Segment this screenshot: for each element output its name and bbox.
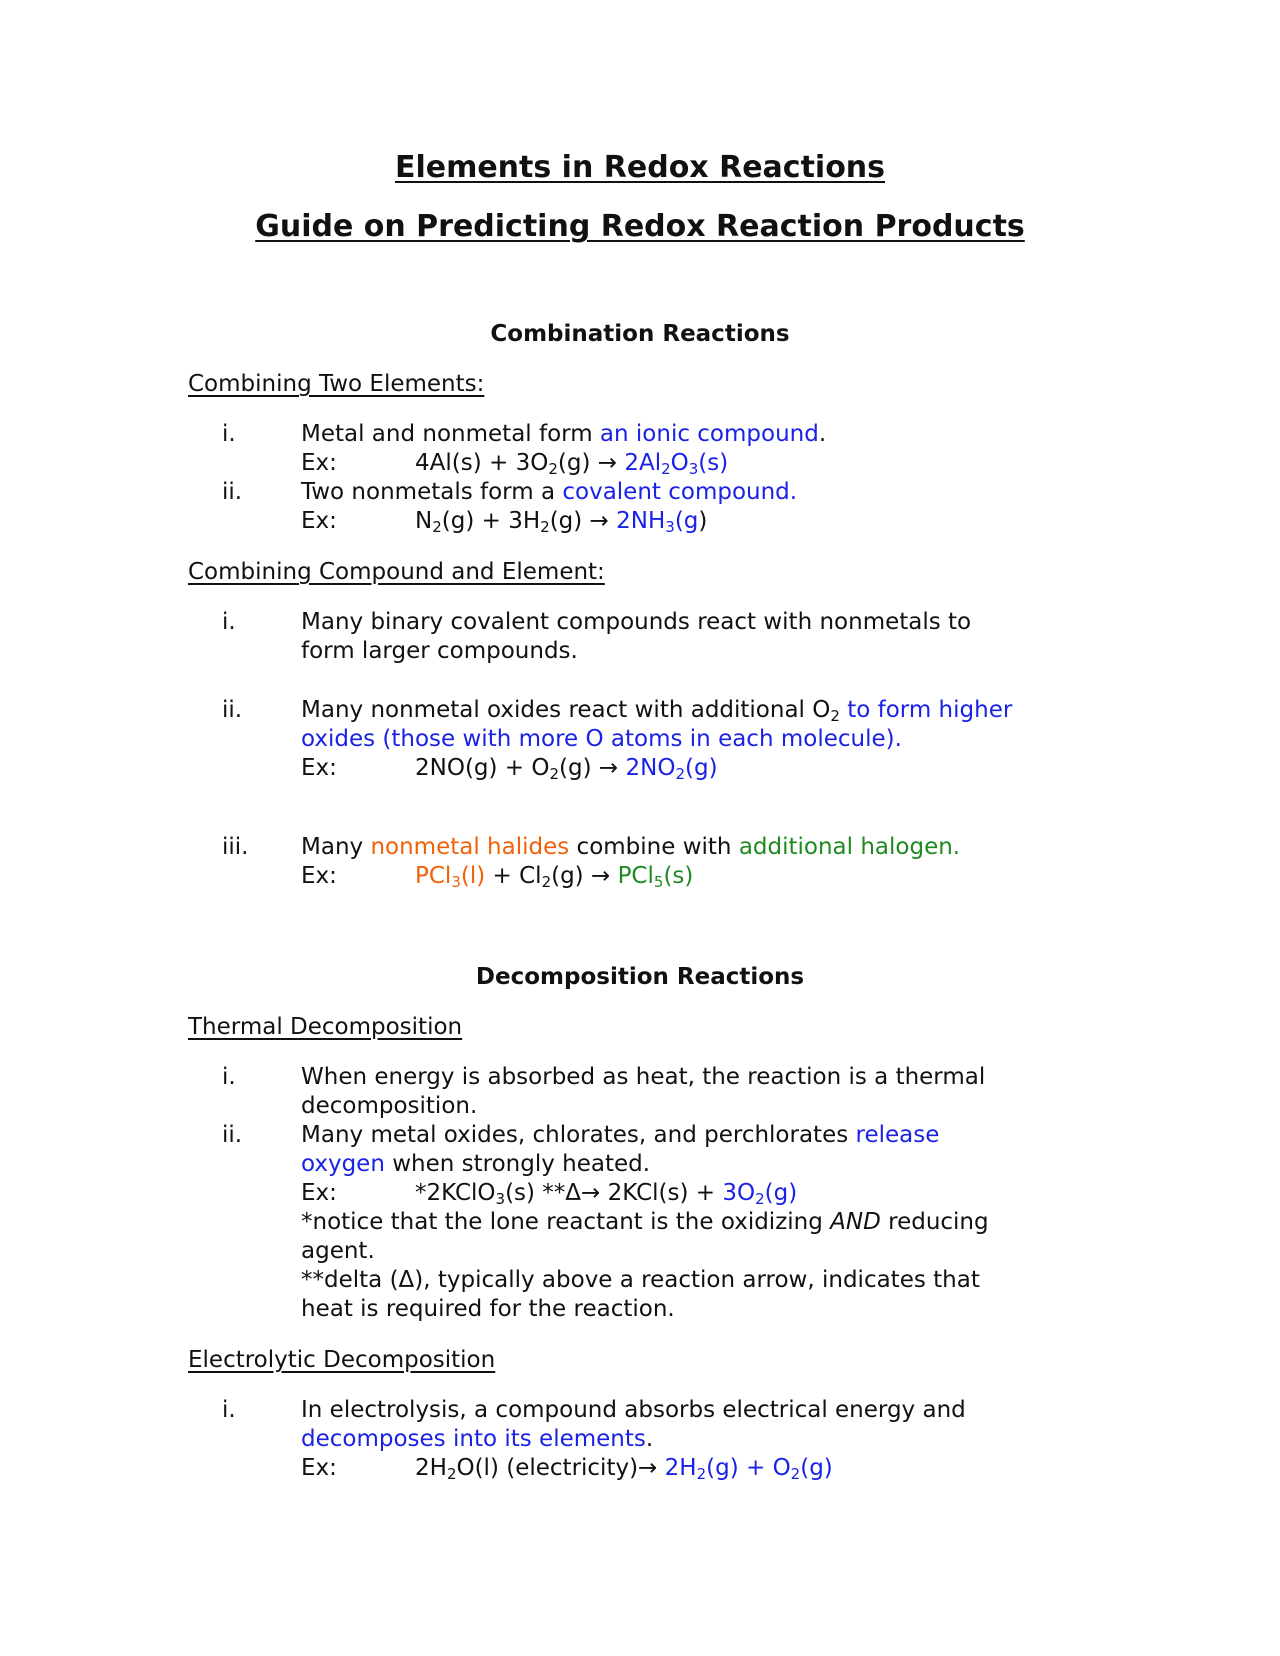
example-label: Ex: [301, 450, 337, 476]
document-subtitle: Guide on Predicting Redox Reaction Products [255, 209, 1025, 244]
example-equation: $4Al(s) + 3O_2(g) \to 2Al_2O_3(s)$ [415, 450, 729, 478]
equation-product: $2NH_3(g$ [616, 508, 699, 536]
list-number: ii. [222, 479, 243, 505]
list-number: i. [222, 421, 236, 447]
subheading-thermal: Thermal Decomposition [188, 1014, 463, 1040]
example-equation: $2NO(g) + O_2(g) \to 2NO_2(g)$ [415, 755, 718, 783]
list-item-text: oxides (those with more O atoms in each molecule). [301, 726, 902, 752]
note-text: *notice that the lone reactant is the oxidizing AND reducing [301, 1209, 989, 1235]
list-item-text: When energy is absorbed as heat, the reaction is a thermal [301, 1064, 986, 1090]
highlight-release-oxygen: release [855, 1122, 940, 1148]
example-equation: $N_2(g) + 3H_2(g) \to 2NH_3(g)$ [415, 508, 708, 536]
list-item-text: decomposes into its elements. [301, 1426, 654, 1452]
subheading-electrolytic: Electrolytic Decomposition [188, 1347, 496, 1373]
list-item-text: In electrolysis, a compound absorbs electrical energy and [301, 1397, 966, 1423]
section-heading-decomposition: Decomposition Reactions [475, 964, 805, 990]
equation-product: $2Al_2O_3(s)$ [624, 450, 729, 478]
example-label: Ex: [301, 755, 337, 781]
example-label: Ex: [301, 508, 337, 534]
subheading-compound-element: Combining Compound and Element: [188, 559, 605, 585]
example-label: Ex: [301, 1180, 337, 1206]
note-text: agent. [301, 1238, 375, 1264]
document-title: Elements in Redox Reactions [394, 150, 886, 185]
list-item-text: Two nonmetals form a covalent compound. [301, 479, 798, 505]
list-item-text: decomposition. [301, 1093, 478, 1119]
note-text: **delta (Δ), typically above a reaction arrow, indicates that [301, 1267, 980, 1293]
section-heading-combination: Combination Reactions [490, 321, 790, 347]
list-item-text: Many nonmetal halides combine with additional halogen. [301, 834, 961, 860]
highlight-covalent-compound: covalent compound. [562, 479, 798, 505]
example-equation: *2KClO$_3$(s) $**\Delta\to 2KCl(s) + 3O_2(g)$ [415, 1180, 798, 1208]
list-number: iii. [222, 834, 249, 860]
highlight-decomposes: decomposes into its elements [301, 1426, 646, 1452]
highlight-ionic-compound: an ionic compound [599, 421, 819, 447]
example-label: Ex: [301, 863, 337, 889]
list-item-text: Many binary covalent compounds react with nonmetals to [301, 609, 972, 635]
equation-product: PCl$_5$(s) [617, 863, 694, 891]
list-item-text: Many metal oxides, chlorates, and perchlorates release [301, 1122, 940, 1148]
list-number: ii. [222, 1122, 243, 1148]
list-number: ii. [222, 697, 243, 723]
list-item-text: Many nonmetal oxides react with additional $O_2$ to form higher [301, 697, 1013, 725]
equation-product: $2H_2(g) + O_2(g)$ [664, 1455, 833, 1483]
highlight-higher-oxides: to form higher [839, 697, 1013, 723]
example-equation: $PCl_3(l) + Cl_2(g) \to PCl_5(s)$ [415, 863, 694, 891]
list-number: i. [222, 609, 236, 635]
note-text: heat is required for the reaction. [301, 1296, 675, 1322]
equation-product: $2NO_2(g)$ [625, 755, 718, 783]
list-number: i. [222, 1397, 236, 1423]
list-item-text: Metal and nonmetal form an ionic compound. [301, 421, 827, 447]
equation-product: $3O_2(g)$ [722, 1180, 798, 1208]
list-item-text: oxygen when strongly heated. [301, 1151, 651, 1177]
subheading-two-elements: Combining Two Elements: [188, 371, 485, 397]
example-label: Ex: [301, 1455, 337, 1481]
highlight-nonmetal-halides: nonmetal halides [370, 834, 570, 860]
highlight-additional-halogen: additional halogen. [738, 834, 961, 860]
list-item-text: form larger compounds. [301, 638, 578, 664]
example-equation: $2H_2O(l)$ (electricity)→ $2H_2(g) + O_2(g)$ [415, 1455, 833, 1483]
list-number: i. [222, 1064, 236, 1090]
